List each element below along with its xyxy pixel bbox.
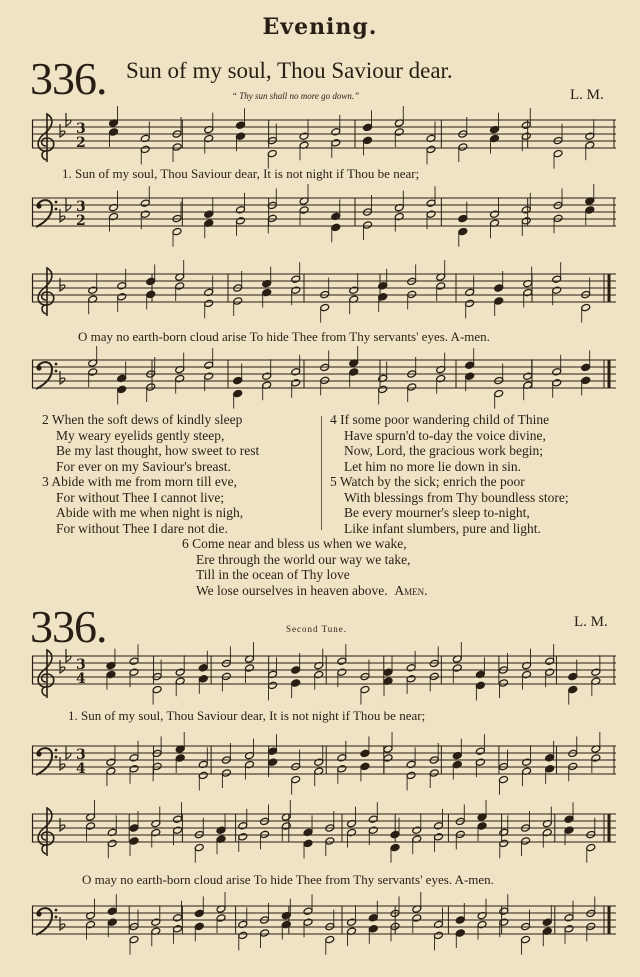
note-head [406, 675, 416, 683]
note-head [368, 815, 378, 823]
note-head [568, 685, 578, 693]
verse-line: Let him no more lie down in sin. [344, 458, 521, 474]
note-head [363, 123, 373, 131]
note-head [455, 830, 465, 838]
note-head [88, 286, 98, 294]
lyric-line: 1. Sun of my soul, Thou Saviour dear, It is not night if Thou be near; [68, 708, 426, 723]
note-head [236, 217, 246, 225]
note-head [477, 822, 487, 830]
hymn-epigraph: “ Thy sun shall no more go down.” [232, 91, 360, 101]
treble-clef [38, 114, 54, 162]
note-head [267, 149, 277, 157]
note-head [426, 210, 436, 218]
note-head [262, 288, 272, 296]
note-head [291, 775, 301, 783]
note-head [146, 290, 156, 298]
note-head [146, 383, 156, 391]
note-head [337, 657, 347, 665]
note-head [412, 826, 422, 834]
note-head [499, 918, 509, 926]
note-head [568, 762, 578, 770]
note-head [204, 372, 214, 380]
note-head [564, 815, 574, 823]
note-head [522, 670, 532, 678]
note-head [238, 931, 248, 939]
music-staff-treble [32, 650, 616, 692]
note-head [434, 833, 444, 841]
note-head [581, 303, 591, 311]
note-head [175, 754, 185, 762]
note-head [146, 277, 156, 285]
note-head [521, 121, 531, 129]
time-signature-top: 3 [76, 657, 86, 673]
verse-line: Have spurn'd to-day the voice divine, [344, 427, 546, 443]
verse-line: Till in the ocean of Thy love [196, 567, 350, 582]
note-head [378, 385, 388, 393]
note-head [151, 828, 161, 836]
verse-line: Ere through the world our way we take, [196, 551, 411, 567]
note-head [429, 672, 439, 680]
note-head [591, 754, 601, 762]
flat-sign [66, 746, 71, 759]
note-head [545, 754, 555, 762]
note-head [521, 217, 531, 225]
note-head [109, 128, 119, 136]
note-head [245, 760, 255, 768]
note-head [490, 134, 500, 142]
note-head [475, 747, 485, 755]
note-head [106, 758, 116, 766]
note-head [542, 918, 552, 926]
note-head [522, 758, 532, 766]
note-head [194, 922, 204, 930]
note-head [198, 664, 208, 672]
note-head [568, 672, 578, 680]
verse-line: Be every mourner's sleep to-night, [344, 505, 530, 520]
note-head [172, 143, 182, 151]
note-head [494, 389, 504, 397]
note-head [291, 368, 301, 376]
note-head [542, 828, 552, 836]
note-head [204, 134, 214, 142]
flat-sign [60, 757, 65, 770]
note-head [581, 376, 591, 384]
verse-line: Like infant slumbers, pure and light. [344, 520, 541, 536]
note-head [426, 145, 436, 153]
note-head [407, 290, 417, 298]
note-head [303, 918, 313, 926]
note-head [390, 830, 400, 838]
note-head [151, 918, 161, 926]
note-head [523, 288, 533, 296]
flat-sign [60, 917, 65, 930]
note-head [233, 376, 243, 384]
note-head [552, 286, 562, 294]
note-head [173, 914, 183, 922]
verse-line [182, 583, 427, 599]
amen: Amen. [394, 582, 428, 598]
note-head [129, 837, 139, 845]
note-head [331, 139, 341, 147]
verse-line: 4 If some poor wandering child of Thine [330, 412, 550, 427]
note-head [347, 918, 357, 926]
note-head [521, 935, 531, 943]
note-head [198, 675, 208, 683]
note-head [175, 374, 185, 382]
music-staff-treble [32, 114, 616, 156]
note-head [521, 132, 531, 140]
note-head [245, 664, 255, 672]
note-head [129, 935, 139, 943]
note-head [499, 775, 509, 783]
note-head [347, 828, 357, 836]
verse-line: For ever on my Saviour's breast. [56, 458, 231, 474]
note-head [140, 199, 150, 207]
note-head [394, 128, 404, 136]
note-head [581, 363, 591, 371]
time-signature-top: 3 [76, 747, 86, 763]
note-head [236, 132, 246, 140]
verse-line: For without Thee I cannot live; [56, 489, 225, 505]
note-head [406, 771, 416, 779]
note-head [337, 668, 347, 676]
flat-sign [66, 198, 71, 211]
bass-clef-dot [36, 365, 41, 370]
note-head [406, 664, 416, 672]
note-head [152, 685, 162, 693]
note-head [368, 925, 378, 933]
note-head [390, 843, 400, 851]
note-head [360, 749, 370, 757]
note-head [585, 206, 595, 214]
note-head [238, 822, 248, 830]
note-head [204, 210, 214, 218]
note-head [436, 282, 446, 290]
bass-clef-dot [55, 201, 58, 204]
note-head [331, 223, 341, 231]
note-head [303, 907, 313, 915]
note-head [523, 372, 533, 380]
flat-sign [66, 649, 71, 662]
flat-sign [60, 660, 65, 673]
time-signature-top: 3 [76, 199, 86, 215]
note-head [585, 132, 595, 140]
verse-line: 6 Come near and bless us when we wake, [182, 536, 407, 551]
verse-text: We lose ourselves in heaven above. [196, 582, 388, 598]
note-head [368, 914, 378, 922]
note-head [262, 372, 272, 380]
note-head [455, 916, 465, 924]
verse-5 [330, 474, 569, 536]
note-head [88, 368, 98, 376]
bass-clef-dot [55, 909, 58, 912]
note-head [458, 214, 468, 222]
note-head [465, 299, 475, 307]
flat-sign [60, 818, 65, 831]
bass-clef-dot [36, 751, 41, 756]
section-title: Evening. [262, 14, 378, 40]
note-head [383, 668, 393, 676]
music-staff-bass [32, 900, 616, 942]
note-head [236, 121, 246, 129]
note-head [553, 149, 563, 157]
note-head [545, 657, 555, 665]
note-head [314, 758, 324, 766]
verse-line: My weary eyelids gently steep, [56, 427, 225, 443]
note-head [236, 206, 246, 214]
note-head [291, 275, 301, 283]
note-head [325, 837, 335, 845]
note-head [86, 920, 96, 928]
note-head [360, 762, 370, 770]
verse-3 [42, 474, 243, 536]
note-head [129, 824, 139, 832]
music-staff-bass [32, 740, 616, 782]
note-head [291, 666, 301, 674]
note-head [107, 918, 117, 926]
note-head [452, 664, 462, 672]
note-head [216, 914, 226, 922]
note-head [173, 925, 183, 933]
note-head [140, 210, 150, 218]
hymn-number: 336. [30, 601, 107, 652]
note-head [434, 931, 444, 939]
note-head [221, 672, 231, 680]
time-signature-bottom: 4 [76, 761, 86, 777]
bass-clef-dot [55, 756, 58, 759]
lyric-line: 1. Sun of my soul, Thou Saviour dear, It is not night if Thou be near; [62, 166, 420, 181]
verse-line: 3 Abide with me from morn till eve, [42, 474, 237, 489]
music-staff-bass [32, 354, 616, 396]
note-head [260, 830, 270, 838]
note-head [303, 839, 313, 847]
note-head [299, 132, 309, 140]
note-head [363, 221, 373, 229]
note-head [86, 822, 96, 830]
note-head [564, 925, 574, 933]
note-head [117, 293, 127, 301]
verse-line: Abide with me when night is nigh, [56, 505, 244, 520]
verse-line: For without Thee I dare not die. [56, 520, 228, 536]
note-head [429, 769, 439, 777]
flat-sign [60, 278, 65, 291]
note-head [299, 206, 309, 214]
verse-line: With blessings from Thy boundless store; [344, 489, 569, 505]
note-head [552, 368, 562, 376]
note-head [383, 754, 393, 762]
music-staff-bass [32, 192, 616, 234]
note-head [564, 914, 574, 922]
hymn-title: Sun of my soul, Thou Saviour dear. [126, 58, 453, 83]
note-head [233, 389, 243, 397]
flat-sign [60, 209, 65, 222]
note-head [337, 765, 347, 773]
note-head [458, 143, 468, 151]
note-head [360, 685, 370, 693]
note-head [337, 754, 347, 762]
note-head [465, 361, 475, 369]
note-head [363, 136, 373, 144]
note-head [107, 839, 117, 847]
note-head [216, 826, 226, 834]
note-head [434, 822, 444, 830]
note-head [455, 929, 465, 937]
note-head [260, 929, 270, 937]
note-head [458, 227, 468, 235]
time-signature-bottom: 4 [76, 671, 86, 687]
bass-clef-dot [36, 203, 41, 208]
note-head [477, 920, 487, 928]
treble-clef [38, 650, 54, 698]
verse-line: Now, Lord, the gracious work begin; [344, 443, 543, 458]
note-head [412, 914, 422, 922]
note-head [494, 284, 504, 292]
column-divider [321, 416, 322, 530]
bass-clef-dot [55, 749, 58, 752]
note-head [545, 668, 555, 676]
note-head [175, 282, 185, 290]
bass-clef-dot [55, 208, 58, 211]
note-head [173, 815, 183, 823]
note-head [106, 670, 116, 678]
note-head [221, 769, 231, 777]
hymn-meter: L. M. [570, 87, 604, 103]
flat-sign [66, 113, 71, 126]
flat-sign [60, 371, 65, 384]
note-head [394, 212, 404, 220]
note-head [552, 275, 562, 283]
note-head [490, 210, 500, 218]
note-head [378, 282, 388, 290]
note-head [320, 303, 330, 311]
note-head [349, 286, 359, 294]
note-head [194, 909, 204, 917]
lyric-line: O may no earth-born cloud arise To hide Thee from Thy servants' eyes. A-men. [82, 872, 494, 887]
lyric-line: O may no earth-born cloud arise To hide Thee from Thy servants' eyes. A-men. [78, 329, 490, 344]
note-head [378, 293, 388, 301]
note-head [129, 657, 139, 665]
note-head [368, 826, 378, 834]
time-signature-top: 3 [76, 121, 86, 137]
bass-clef-dot [55, 370, 58, 373]
note-head [204, 299, 214, 307]
note-head [291, 286, 301, 294]
note-head [109, 212, 119, 220]
note-head [172, 227, 182, 235]
note-head [117, 385, 127, 393]
time-signature-bottom: 2 [76, 135, 86, 151]
note-head [117, 282, 127, 290]
note-head [349, 368, 359, 376]
note-head [325, 935, 335, 943]
note-head [198, 771, 208, 779]
flat-sign [60, 124, 65, 137]
bass-clef-dot [36, 911, 41, 916]
note-head [499, 679, 509, 687]
note-head [521, 837, 531, 845]
hymn-number: 336. [30, 53, 107, 104]
treble-clef [38, 268, 54, 316]
note-head [129, 668, 139, 676]
bass-clef-dot [55, 363, 58, 366]
note-head [194, 843, 204, 851]
note-head [129, 754, 139, 762]
note-head [552, 379, 562, 387]
verse-6 [182, 536, 427, 598]
note-head [426, 199, 436, 207]
note-head [331, 128, 341, 136]
tune-label: Second Tune. [286, 624, 348, 634]
note-head [475, 681, 485, 689]
hymn-meter: L. M. [574, 614, 608, 630]
note-head [465, 372, 475, 380]
note-head [586, 922, 596, 930]
note-head [281, 822, 291, 830]
note-head [233, 297, 243, 305]
note-head [175, 668, 185, 676]
note-head [291, 679, 301, 687]
verse-4 [330, 412, 549, 474]
verse-line: Be my last thought, how sweet to rest [56, 443, 260, 458]
note-head [553, 214, 563, 222]
time-signature-bottom: 2 [76, 213, 86, 229]
note-head [204, 361, 214, 369]
verse-line: 5 Watch by the sick; enrich the poor [330, 474, 525, 489]
treble-clef [38, 808, 54, 856]
note-head [320, 376, 330, 384]
note-head [291, 379, 301, 387]
note-head [314, 670, 324, 678]
note-head [452, 760, 462, 768]
note-head [281, 920, 291, 928]
verse-line: 2 When the soft dews of kindly sleep [42, 412, 243, 427]
music-staff-treble [32, 808, 616, 850]
note-head [591, 668, 601, 676]
note-head [129, 765, 139, 773]
note-head [564, 826, 574, 834]
verse-2 [42, 412, 259, 474]
note-head [521, 206, 531, 214]
note-head [475, 758, 485, 766]
note-head [107, 907, 117, 915]
note-head [173, 826, 183, 834]
note-head [436, 374, 446, 382]
note-head [499, 839, 509, 847]
note-head [586, 843, 596, 851]
note-head [140, 145, 150, 153]
bass-clef-dot [55, 916, 58, 919]
note-head [494, 297, 504, 305]
note-head [545, 765, 555, 773]
note-head [499, 907, 509, 915]
note-head [238, 833, 248, 841]
note-head [407, 383, 417, 391]
music-staff-treble [32, 268, 616, 310]
